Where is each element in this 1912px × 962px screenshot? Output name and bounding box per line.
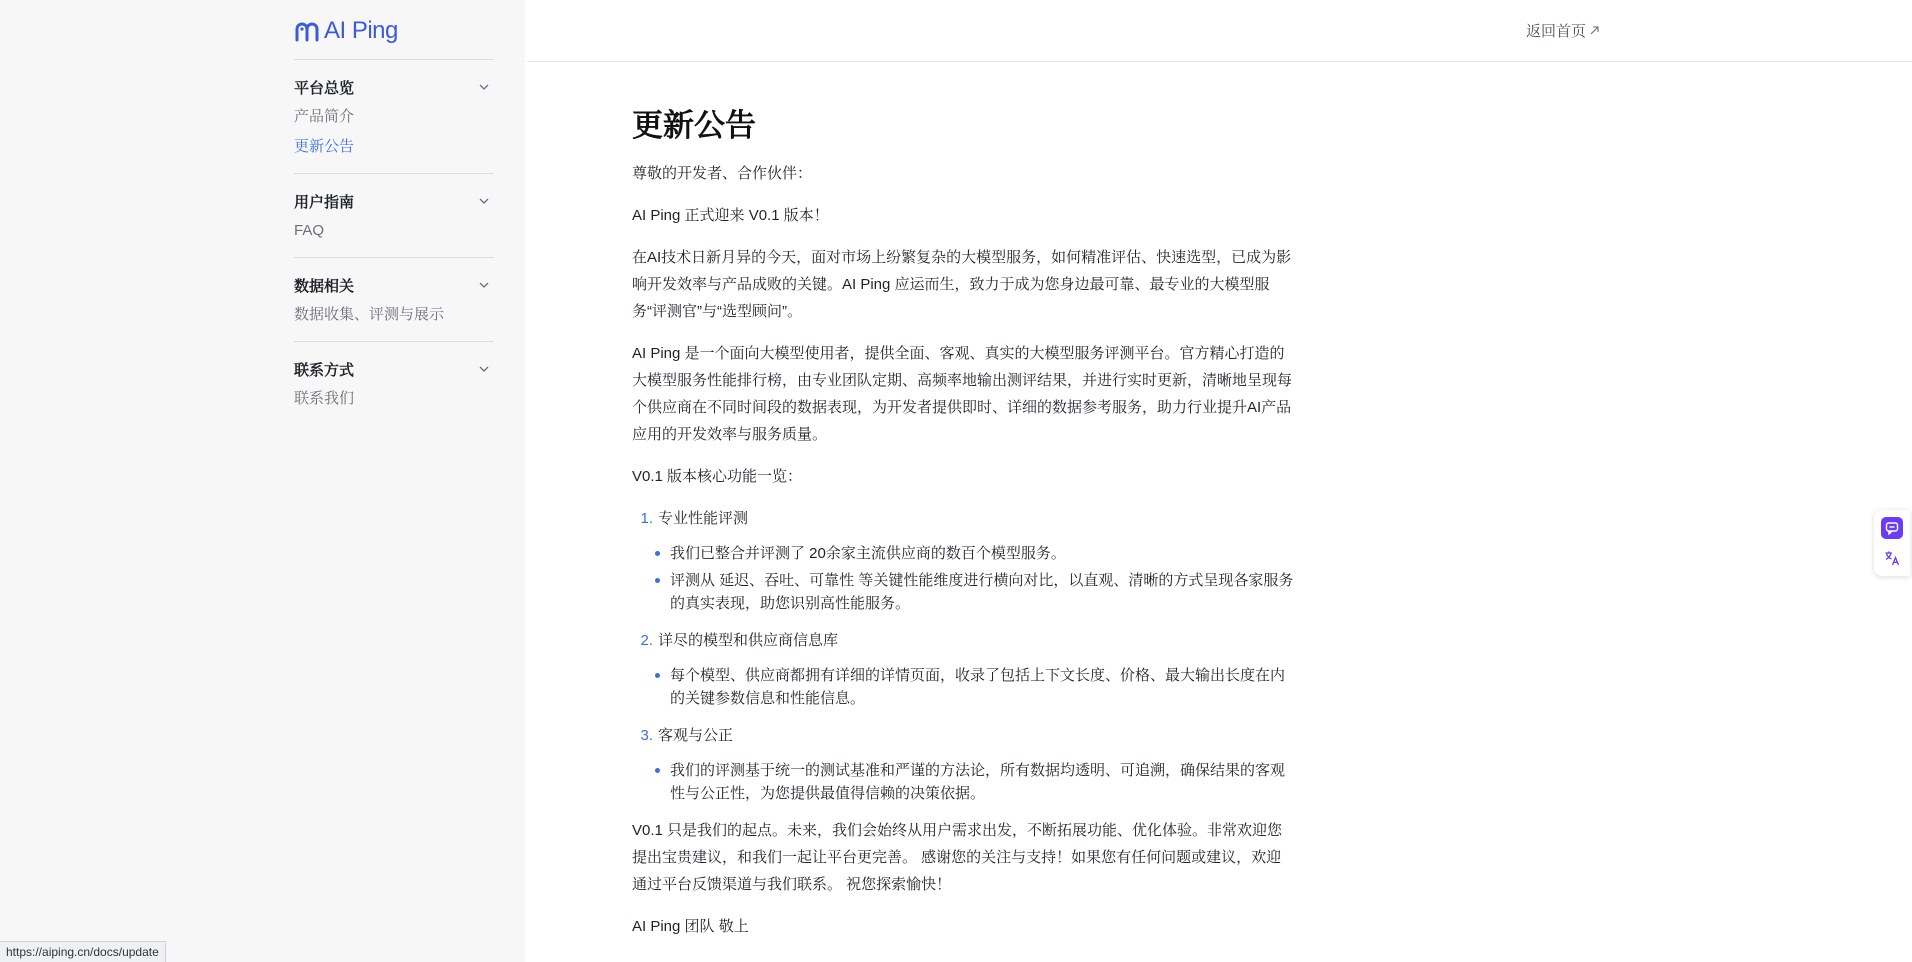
- sidebar-item-update-notice[interactable]: 更新公告: [294, 138, 355, 155]
- feature-item: [632, 505, 1294, 532]
- closing-paragraph: V0.1 只是我们的起点。未来，我们会始终从用户需求出发，不断拓展功能、优化体验。非常欢迎您提出宝贵建议，和我们一起让平台更完善。 感谢您的关注与支持！如果您有任何问题或建议，欢迎通过平台反馈渠道与我们联系。 祝您探索愉快！: [632, 822, 1283, 893]
- chat-button[interactable]: [1881, 517, 1903, 539]
- chevron-down-icon: [478, 81, 490, 93]
- nav-group-title: 平台总览: [294, 79, 355, 97]
- nav-group-header[interactable]: [294, 359, 494, 379]
- feature-item: [632, 722, 1294, 749]
- signature: AI Ping 团队 敬上: [632, 918, 749, 935]
- nav-group-title: 联系方式: [294, 361, 355, 379]
- sidebar-nav: [294, 59, 494, 425]
- status-bar-url: https://aiping.cn/docs/update: [0, 941, 166, 962]
- brand-logo[interactable]: [294, 16, 398, 46]
- sidebar-item-product-intro[interactable]: 产品简介: [294, 108, 355, 125]
- floating-toolbar: [1874, 510, 1910, 576]
- nav-group-title: 用户指南: [294, 193, 355, 211]
- feature-number: 2.: [640, 632, 653, 649]
- ai-ping-logo-icon: [294, 20, 320, 42]
- translate-button[interactable]: [1881, 547, 1903, 569]
- body-paragraph: AI Ping 是一个面向大模型使用者，提供全面、客观、真实的大模型服务评测平台。官方精心打造的大模型服务性能排行榜，由专业团队定期、高频率地输出测评结果，并进行实时更新，清晰地呈现每个供应商在不同时间段的数据表现，为开发者提供即时、详细的数据参考服务，助力行业提升AI产品应用的开发效率与服务质量。: [632, 345, 1293, 443]
- nav-group-data: [294, 257, 494, 341]
- feature-title: 专业性能评测: [658, 510, 749, 527]
- list-item: 我们已整合并评测了 20余家主流供应商的数百个模型服务。: [670, 542, 1294, 565]
- nav-group-header[interactable]: [294, 77, 494, 97]
- nav-group-user-guide: [294, 173, 494, 257]
- top-bar: [526, 0, 1912, 62]
- features-heading: V0.1 版本核心功能一览：: [632, 468, 803, 485]
- nav-group-header[interactable]: [294, 191, 494, 211]
- home-link[interactable]: [1526, 20, 1599, 41]
- chat-icon: [1885, 521, 1899, 535]
- intro-paragraph: AI Ping 正式迎来 V0.1 版本！: [632, 207, 829, 224]
- page-title: 更新公告: [632, 108, 756, 143]
- translate-icon: [1884, 550, 1900, 566]
- list-item: 评测从 延迟、吞吐、可靠性 等关键性能维度进行横向对比，以直观、清晰的方式呈现各家服务的真实表现，助您识别高性能服务。: [670, 569, 1294, 615]
- sidebar-item-contact-us[interactable]: 联系我们: [294, 390, 355, 407]
- list-item: 每个模型、供应商都拥有详细的详情页面，收录了包括上下文长度、价格、最大输出长度在内的关键参数信息和性能信息。: [670, 664, 1294, 710]
- greeting: 尊敬的开发者、合作伙伴：: [632, 165, 813, 182]
- chevron-down-icon: [478, 363, 490, 375]
- body-paragraph: 在AI技术日新月异的今天，面对市场上纷繁复杂的大模型服务，如何精准评估、快速选型，已成为影响开发效率与产品成败的关键。AI Ping 应运而生，致力于成为您身边最可靠、最专业的大模型服务“评测官”与“选型顾问”。: [632, 249, 1292, 320]
- article-content: [632, 104, 1294, 955]
- sidebar-item-data-collection[interactable]: 数据收集、评测与展示: [294, 306, 445, 323]
- list-item: 我们的评测基于统一的测试基准和严谨的方法论，所有数据均透明、可追溯，确保结果的客观性与公正性，为您提供最值得信赖的决策依据。: [670, 759, 1294, 805]
- chevron-down-icon: [478, 279, 490, 291]
- brand-name: AI Ping: [324, 17, 398, 44]
- feature-bullets: [670, 664, 1294, 710]
- external-link-icon: [1590, 26, 1599, 35]
- nav-group-contact: [294, 341, 494, 425]
- feature-title: 详尽的模型和供应商信息库: [658, 632, 839, 649]
- feature-number: 1.: [640, 510, 653, 527]
- feature-bullets: [670, 759, 1294, 805]
- home-link-label: 返回首页: [1526, 23, 1587, 40]
- nav-group-overview: [294, 59, 494, 173]
- sidebar: [0, 0, 525, 962]
- feature-bullets: [670, 542, 1294, 615]
- nav-group-title: 数据相关: [294, 277, 355, 295]
- feature-item: [632, 627, 1294, 654]
- chevron-down-icon: [478, 195, 490, 207]
- feature-number: 3.: [640, 727, 653, 744]
- feature-title: 客观与公正: [658, 727, 734, 744]
- sidebar-item-faq[interactable]: FAQ: [294, 222, 325, 239]
- nav-group-header[interactable]: [294, 275, 494, 295]
